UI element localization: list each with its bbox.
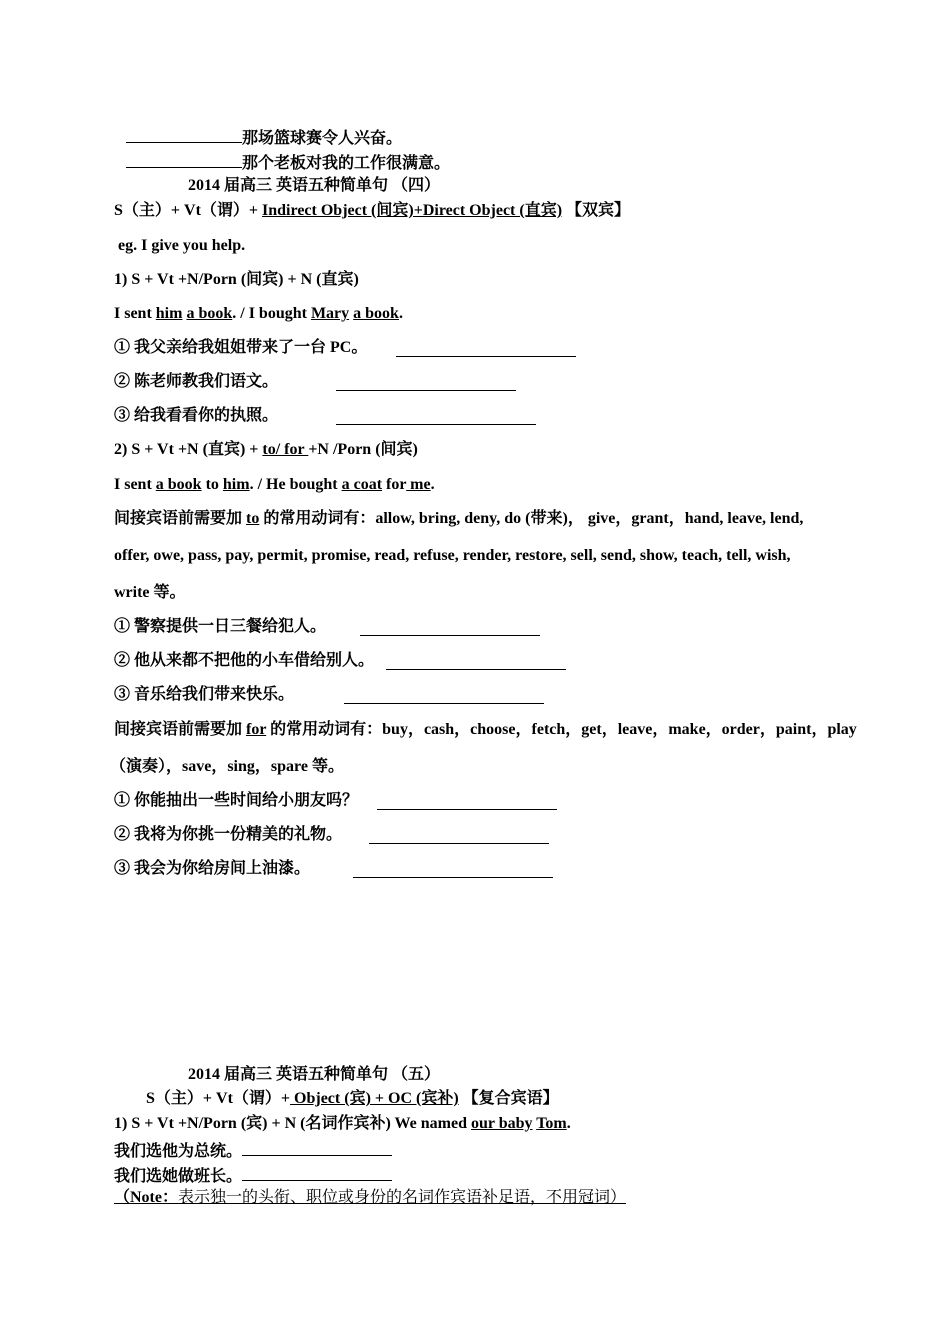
to-verbs-line-3: write 等。 [114,584,186,601]
exercise-item: ① 我父亲给我姐姐带来了一台 PC。 [114,339,368,356]
answer-blank[interactable] [126,151,242,168]
exercise-item: 我们选她做班长。 [114,1164,392,1187]
exercise-item: ③ 音乐给我们带来快乐。 [114,686,295,703]
pattern-2-example: I sent a book to him. / He bought a coat for me. [114,476,435,493]
exercise-item: ② 我将为你挑一份精美的礼物。 [114,826,343,843]
for-verbs-line-2: （演奏），save，sing，spare 等。 [110,758,344,775]
exercise-item: 我们选他为总统。 [114,1139,392,1162]
to-verbs-line-1: 间接宾语前需要加 to 的常用动词有：allow, bring, deny, do (带来)， give，grant，hand, leave, lend, [114,510,804,527]
answer-blank[interactable] [242,1164,392,1181]
section-4-pattern: S（主）+ Vt（谓）+ Indirect Object (间宾)+Direct Object (直宾) 【双宾】 [114,202,631,219]
exercise-item: ① 警察提供一日三餐给犯人。 [114,618,327,635]
answer-blank[interactable] [336,374,516,391]
answer-blank[interactable] [344,687,544,704]
answer-blank[interactable] [360,619,540,636]
exercise-item: ① 你能抽出一些时间给小朋友吗？ [114,792,359,809]
pattern-2-title: 2) S + Vt +N (直宾) + to/ for +N /Porn (间宾) [114,441,418,458]
exercise-item: ③ 给我看看你的执照。 [114,407,279,424]
exercise-item: ② 陈老师教我们语文。 [114,373,279,390]
answer-blank[interactable] [369,827,549,844]
answer-blank[interactable] [353,861,553,878]
pattern-1-title: 1) S + Vt +N/Porn (间宾) + N (直宾) [114,271,359,288]
answer-blank[interactable] [396,340,576,357]
top-line-2: 那个老板对我的工作很满意。 [126,151,450,174]
grammar-note: （Note：表示独一的头衔、职位或身份的名词作宾语补足语，不用冠词） [114,1189,627,1206]
answer-blank[interactable] [336,408,536,425]
example-sentence: eg. I give you help. [118,237,246,254]
answer-blank[interactable] [242,1139,392,1156]
pattern-1-example: I sent him a book. / I bought Mary a book. [114,305,403,322]
exercise-item: ③ 我会为你给房间上油漆。 [114,860,311,877]
section-5-pattern: S（主）+ Vt（谓）+ Object (宾) + OC (宾补) 【复合宾语】 [146,1090,559,1107]
section-5-title: 2014 届高三 英语五种简单句 （五） [188,1066,441,1083]
exercise-item: ② 他从来都不把他的小车借给别人。 [114,652,375,669]
top-line-1: 那场篮球赛令人兴奋。 [126,126,402,149]
answer-blank[interactable] [126,126,242,143]
to-verbs-line-2: offer, owe, pass, pay, permit, promise, read, refuse, render, restore, sell, send, show, teach, tell, wish, [114,547,791,564]
section-5-pattern-1: 1) S + Vt +N/Porn (宾) + N (名词作宾补) We named our baby Tom. [114,1115,571,1132]
section-4-title: 2014 届高三 英语五种简单句 （四） [188,177,441,194]
answer-blank[interactable] [377,793,557,810]
answer-blank[interactable] [386,653,566,670]
for-verbs-line-1: 间接宾语前需要加 for 的常用动词有：buy，cash，choose，fetch，get，leave，make，order，paint，play [114,721,857,738]
